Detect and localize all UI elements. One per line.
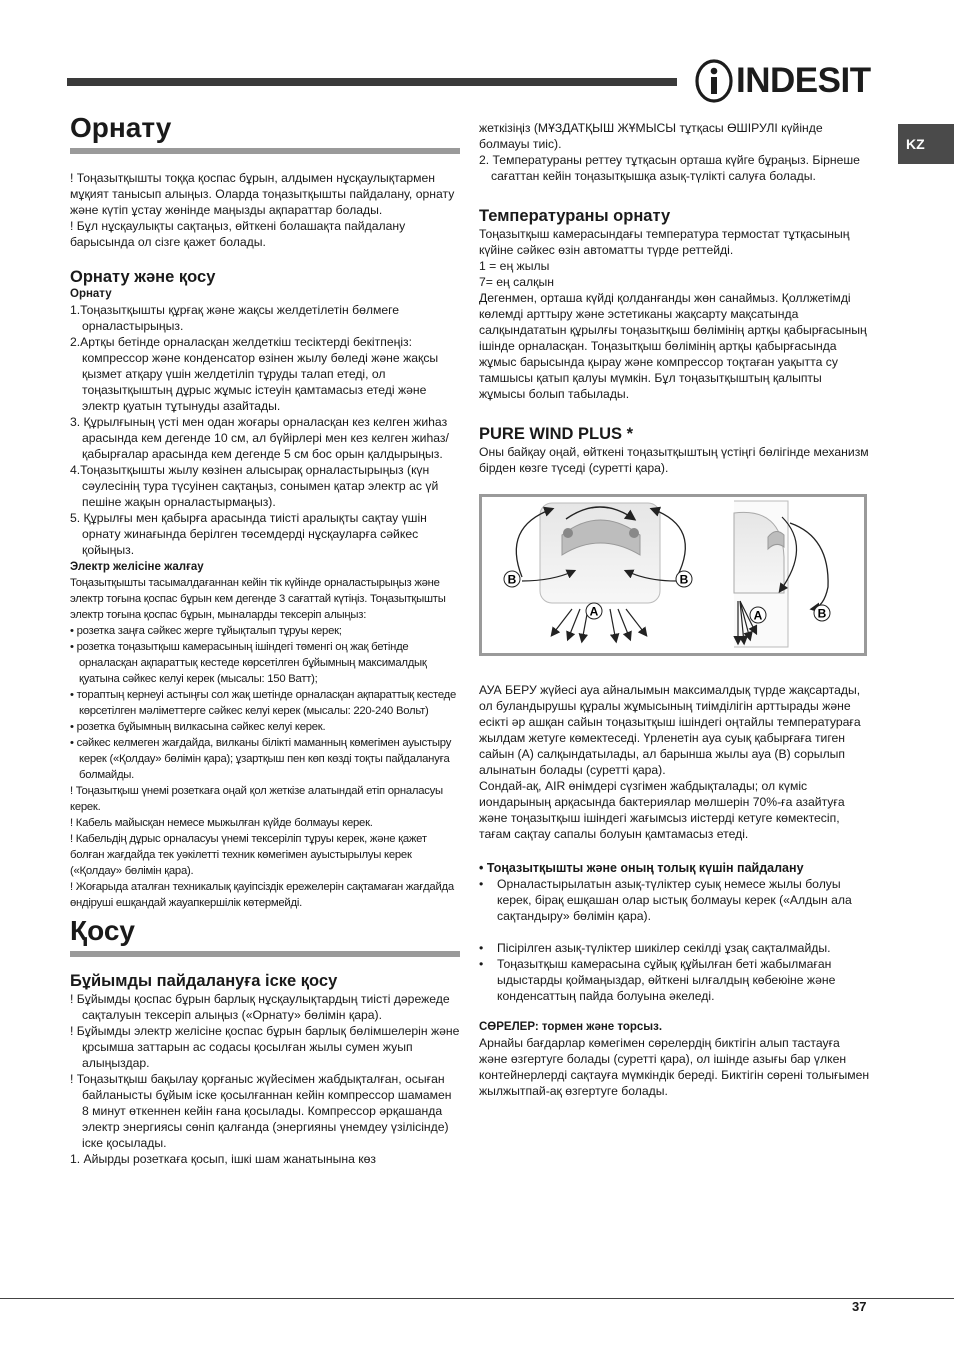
install-step: 2.Артқы бетінде орналасқан желдеткіш тесіктерді бекітпеңіз: компрессор және конденсатор өзінен жылу бөледі және жақсы қызмет атқару үшін желдетіліп тұруды талап етеді, ол тоңазытқыштың дұрыс жұмыс істеуін қамтамасыз етеді және электр қуатын тұтынуды азайтады. <box>70 335 439 413</box>
heading-temperature: Температураны орнату <box>479 207 671 225</box>
heading-shelves: СӨРЕЛЕР: тормен және торсыз. <box>479 1021 663 1033</box>
logo-i-icon <box>694 58 734 104</box>
install-step: 3. Құрылғының үсті мен одан жоғары орналасқан кез келген жиһаз арасында кем дегенде 10 см, ал бүйірлері мен кез келген жиһаз/қабырғалар арасында кем дегенде 5 см бос орын қалдырыңыз. <box>70 415 449 461</box>
electric-note: ! Кабель майысқан немесе мыжылған күйде болмауы керек. <box>70 817 373 829</box>
label-a: A <box>753 608 763 623</box>
subheading-electric: Электр желісіне жалғау <box>70 561 204 573</box>
electric-note: ! Тоңазытқыш үнемі розеткаға оңай қол жеткізе алатындай етіп орналасуы керек. <box>70 785 443 813</box>
pure-wind-text: Оны байқау оңай, өйткені тоңазытқыштың үстіңгі бөлігінде механизм бірден көзге түседі (суретті қара). <box>479 445 869 475</box>
temp-line: 1 = ең жылы <box>479 259 550 273</box>
header-rule <box>67 78 677 86</box>
heading-install-connect: Орнату және қосу <box>70 268 216 286</box>
electric-bullet: • розетка заңға сәйкес жерге тұйықталып тұруы керек; <box>70 625 342 637</box>
page-number: 37 <box>852 1299 867 1314</box>
temp-line: Дегенмен, орташа күйді қолданғанды жөн санаймыз. Қоллжетімді көлемді арттыру және эстетиканы жақсарту мақсатында салқындататын құрылғы тоңазытқыш бөлімінің артқы қабырғасының ішінде орналасқан. Тоңазытқыш бөлімінің артқы қабырғасында жұмыс барысында қырау және компрессор тоқтаған уақытта су тамшысы қатып қалуы мүмкін. Бұл тоңазытқыштың қалыпты жұмысы болып табылады. <box>479 291 867 401</box>
start-item: 1. Айырды розеткаға қосып, ішкі шам жанатынына көз <box>70 1152 376 1166</box>
temp-line: Тоңазытқыш камерасындағы температура термостат тұтқасының күйіне сәйкес өзін автоматты түрде реттейді. <box>479 227 850 257</box>
full-use-bullet: • Орналастырылатын азық-түліктер суық немесе жылы болуы керек, бірақ ешқашан олар ыстық болмауы керек («Алдын ала сақтандыру» бөлімін қара). <box>479 877 852 923</box>
continued-text: жеткізіңіз (МҰЗДАТҚЫШ ЖҰМЫСЫ тұтқасы ӨШІРУЛІ күйінде болмауы тиіс). <box>479 121 823 151</box>
section-title-install: Орнату <box>70 110 460 154</box>
air-flow-figure <box>479 494 867 656</box>
label-b: B <box>507 572 517 587</box>
start-item: ! Тоңазытқыш бақылау қорғаныс жүйесімен жабдықталған, осыған байланысты бұйым іске қосылғаннан кейін компрессор шамамен 8 минут өткеннен кейін ғана қосылады. Компрессор әрқашанда электр энергиясы сөніп қалғанда (энергияны үнемдеу үзілісінде) іске қосылады. <box>70 1072 452 1150</box>
heading-full-use: • Тоңазытқышты және оның толық күшін пайдалану <box>479 861 804 875</box>
electric-note: ! Кабельдің дұрыс орналасуы үнемі тексеріліп тұруы керек, және қажет болған жағдайда тек уәкілетті техник көмегімен ауыстырылуы керек («Қолдау» бөлімін қара). <box>70 833 427 877</box>
air-text: АУА БЕРУ жүйесі ауа айналымын максималдық түрде жақсартады, ол буландырушы құралы жұмысының тиімділігін арттырады және есікті әр ашқан сайын тоңазытқыш ішіндегі оңтайлы температураға жылдам жетуге көмектеседі. Үрленетін ауа суық қабырғаға тиген сайын (A) салқындатылады, ал барынша жылы ауа (B) сорылып алынатын болады (суретті қара). <box>479 683 861 777</box>
electric-bullet: • розетка бұйымның вилкасына сәйкес келуі керек. <box>70 721 326 733</box>
label-b: B <box>679 572 689 587</box>
air-text: Сондай-ақ, AIR өнімдері сүзгімен жабдықталады; ол күміс иондарының арқасында бактериялар мөлшерін 70%-ға азайтуға және тоңазытқыш ішіндегі жағымсыз иістерді кетуге көмектесіп, тағам сақтау сапалы болуын қамтамасыз етеді. <box>479 779 845 841</box>
start-item: ! Бұйымды қоспас бұрын барлық нұсқаулықтардың тиісті дәрежеде сақталуын тексеріп алыңыз («Орнату» бөлімін қара). <box>70 992 450 1022</box>
brand-name: INDESIT <box>736 61 871 100</box>
footer-rule <box>0 1298 954 1299</box>
shelves-text: Арнайы бағдарлар көмегімен сөрелердің биктігін алып тастауға және өзгертуге болады (суретті қара), ол ішінде азығы бар үлкен контейнерлерді сақтауға мүмкіндік береді. Биктігін сөрені толығымен жылжытпай-ақ өзгертуге болады. <box>479 1036 870 1098</box>
heading-pure-wind: PURE WIND PLUS * <box>479 425 634 443</box>
electric-intro: Тоңазытқышты тасымалдағаннан кейін тік күйінде орналастырыңыз және электр тоғына қоспас бұрын кем дегенде 3 сағаттай күтіңіз. Тоңазытқышты электр тоғына қоспас бұрын, мыналарды тексеріп алыңыз: <box>70 577 446 621</box>
subheading-install: Орнату <box>70 288 112 300</box>
label-b: B <box>817 606 827 621</box>
right-column <box>479 120 871 1099</box>
indesit-logo <box>694 58 869 104</box>
full-use-bullet: • Тоңазытқыш камерасына сұйық құйылған беті жабылмаған ыдыстарды қоймаңыздар, өйткені ылғалдың көбеюіне және конденсаттың пайда болуына әкеледі. <box>479 957 836 1003</box>
label-a: A <box>589 604 599 619</box>
electric-bullet: • торaптың кернеуі астыңғы сол жақ шетінде орналасқан ақпараттық кестеде көрсетілген мәліметтерге сәйкес келуі керек (мысалы: 220-240 Вольт) <box>70 689 456 717</box>
electric-bullet: • розетка тоңазытқыш камерасының ішіндегі төменгі оң жақ бетінде орналасқан ақпараттық кестеде көрсетілген бұйымның максималдық қуатына сәйкес келуі керек (мысалы: 150 Ватт); <box>70 641 427 685</box>
electric-bullet: • сәйкес келмеген жағдайда, вилканы білікті маманның көмегімен ауыстыру керек («Қолдау» бөлімін қара); ұзартқыш пен көп көзді тоқты пайдалануға болмайды. <box>70 737 452 781</box>
intro-paragraph: ! Тоңазытқышты тоққа қоспас бұрын, алдымен нұсқаулықтармен мұқият танысып алыңыз. Оларда тоңазытқышты пайдалану, орнату және күтіп ұстау жөнінде маңызды ақпараттар болады. <box>70 171 455 217</box>
full-use-bullet: • Пісірілген азық-түліктер шикілер секілді ұзақ сақталмайды. <box>479 941 831 955</box>
intro-paragraph: ! Бұл нұсқаулықты сақтаңыз, өйткені болашақта пайдалану барысында ол сізге қажет болады. <box>70 219 406 249</box>
language-badge: KZ <box>898 124 954 164</box>
start-item: ! Бұйымды электр желісіне қоспас бұрын барлық бөлімшелерін және қрсымша заттарын ас содасы қосылған жылы сумен жуып алыңыздар. <box>70 1024 460 1070</box>
temp-line: 7= ең салқын <box>479 275 554 289</box>
left-column <box>70 110 460 1167</box>
install-step: 5. Құрылғы мен қабырға арасында тиісті аралықты сақтау үшін орнату жинағында берілген төсемдерді нұсқауларға сәйкес қойыңыз. <box>70 511 427 557</box>
air-flow-illustration <box>482 497 864 653</box>
heading-start-use: Бұйымды пайдалануға іске қосу <box>70 972 338 990</box>
section-title-start: Қосу <box>70 913 460 957</box>
install-step: 1.Тоңазытқышты құрғақ және жақсы желдетілетін бөлмеге орналастырыңыз. <box>70 303 400 333</box>
electric-note: ! Жоғарыда аталған техникалық қауіпсіздік ережелерін сақтамаған жағдайда өндіруші ешқандай жауапкершілік көтермейді. <box>70 881 454 909</box>
install-step: 4.Тоңазытқышты жылу көзінен алысырақ орналастырыңыз (күн сәулесінің тура түсуінен сақтаңыз, сонымен қатар электр ас үй пешіне жақын орналастырмаңыз). <box>70 463 439 509</box>
continued-step: 2. Температураны реттеу тұтқасын орташа күйге бұраңыз. Бірнеше сағаттан кейін тоңазытқышқа азық-түлікті салуға болады. <box>479 153 860 183</box>
